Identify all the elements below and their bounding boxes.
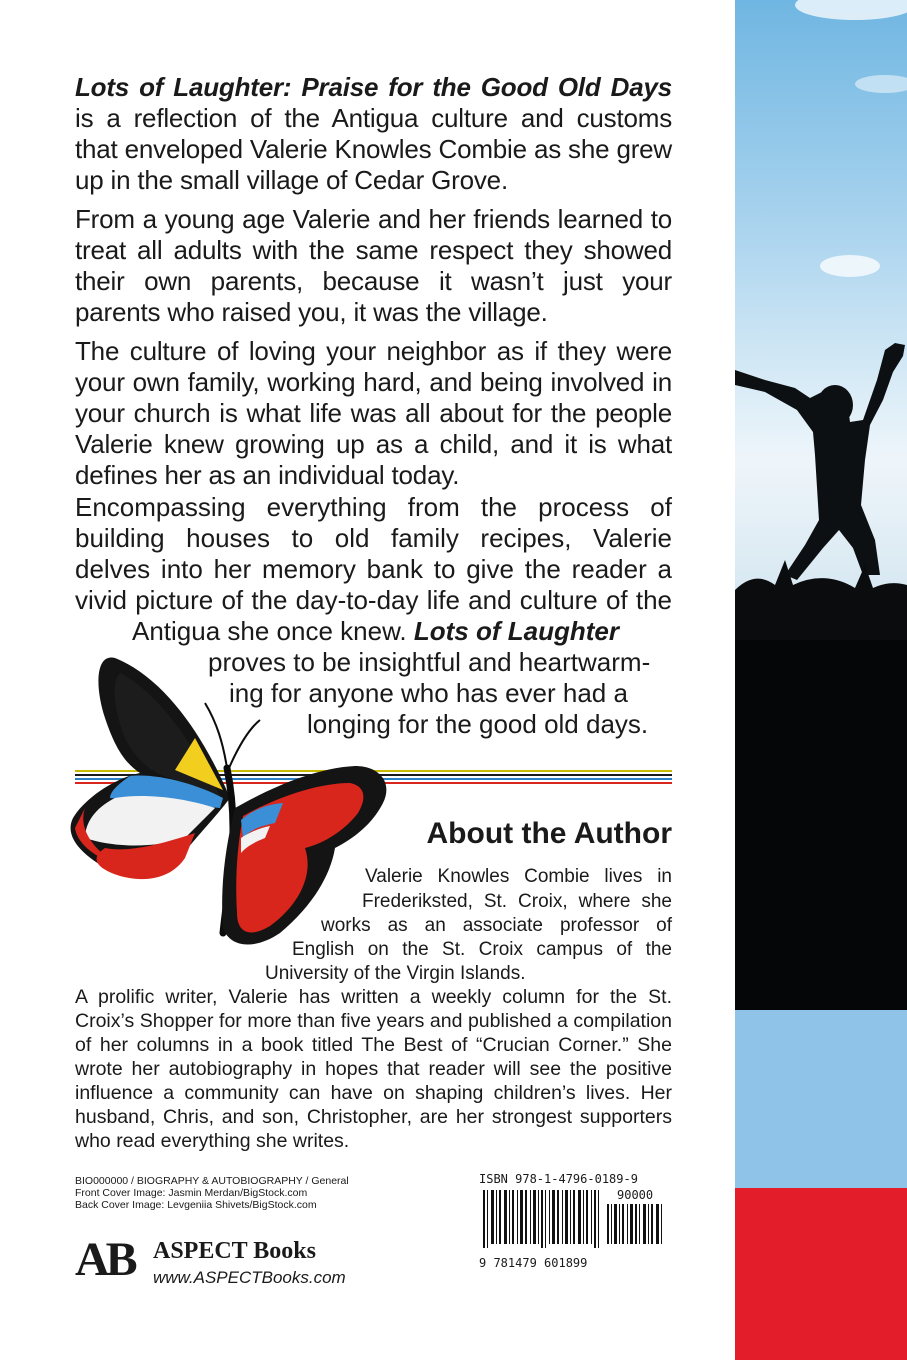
village-paragraph: From a young age Valerie and her friends learned to treat all adults with the same respect they showed their own parents, because it wasn’t just your parents who raised you, it was the village.	[75, 204, 672, 327]
barcode-number: 9 781479 601899	[479, 1256, 588, 1270]
child-silhouette	[735, 0, 907, 640]
sky-photo	[735, 0, 907, 640]
about-author-heading: About the Author	[426, 817, 672, 850]
para4-line5-text: Antigua she once knew.	[132, 616, 414, 646]
book-title: Lots of Laughter: Praise for the Good Old Days	[75, 72, 672, 102]
barcode-icon	[479, 1190, 669, 1248]
author-line-3: works as an associate professor of	[321, 915, 672, 936]
para4-line5	[132, 616, 619, 647]
author-line-4: English on the St. Croix campus of the	[292, 939, 672, 960]
intro-paragraph	[75, 72, 672, 196]
author-line-2: Frederiksted, St. Croix, where she	[362, 891, 672, 912]
back-cover-credit: Back Cover Image: Levgeniia Shivets/BigStock.com	[75, 1199, 317, 1211]
publisher-logo-mark: AB	[75, 1233, 134, 1286]
spine-red-band	[735, 1188, 907, 1360]
author-bio: A prolific writer, Valerie has written a weekly column for the St. Croix’s Shopper for more than five years and published a compilation of her columns in a book titled The Best of “Crucian Corner.” She wrote her autobiography in hopes that reader will see the positive influence a community can have on shaping children’s lives. Her husband, Chris, and son, Christopher, are her strongest supporters who read everything she writes.	[75, 986, 672, 1152]
para4-line2: building houses to old family recipes, Valerie	[75, 523, 672, 553]
isbn-text: ISBN 978-1-4796-0189-9	[479, 1172, 638, 1186]
front-cover-credit: Front Cover Image: Jasmin Merdan/BigStock.com	[75, 1187, 308, 1199]
spine-black-band	[735, 640, 907, 1010]
publisher-url[interactable]: www.ASPECTBooks.com	[153, 1268, 346, 1287]
bisac-category: BIO000000 / BIOGRAPHY & AUTOBIOGRAPHY / General	[75, 1175, 349, 1187]
para4-line4: vivid picture of the day-to-day life and culture of the	[75, 585, 672, 615]
intro-text: is a reflection of the Antigua culture and customs that enveloped Valerie Knowles Combie as she grew up in the small village of Cedar Grove.	[75, 103, 672, 195]
para4-book-title: Lots of Laughter	[413, 616, 619, 646]
author-line-5: University of the Virgin Islands.	[265, 963, 526, 984]
cover-spine	[735, 0, 907, 1360]
para4-line3: delves into her memory bank to give the reader a	[75, 554, 672, 584]
publisher-name: ASPECT Books	[153, 1238, 316, 1264]
culture-paragraph: The culture of loving your neighbor as if they were your own family, working hard, and being involved in your church is what life was all about for the people Valerie knew growing up as a child, and it is what defines her as an individual today.	[75, 336, 672, 490]
para4-line1: Encompassing everything from the process of	[75, 492, 672, 522]
para4-line8: longing for the good old days.	[307, 709, 649, 739]
para4-line7: ing for anyone who has ever had a	[229, 678, 628, 708]
para4-line6: proves to be insightful and heartwarm-	[208, 647, 651, 677]
butterfly-flag-illustration	[55, 648, 395, 958]
price-code: 90000	[617, 1188, 654, 1202]
author-line-1: Valerie Knowles Combie lives in	[365, 866, 672, 887]
spine-blue-band	[735, 1010, 907, 1188]
